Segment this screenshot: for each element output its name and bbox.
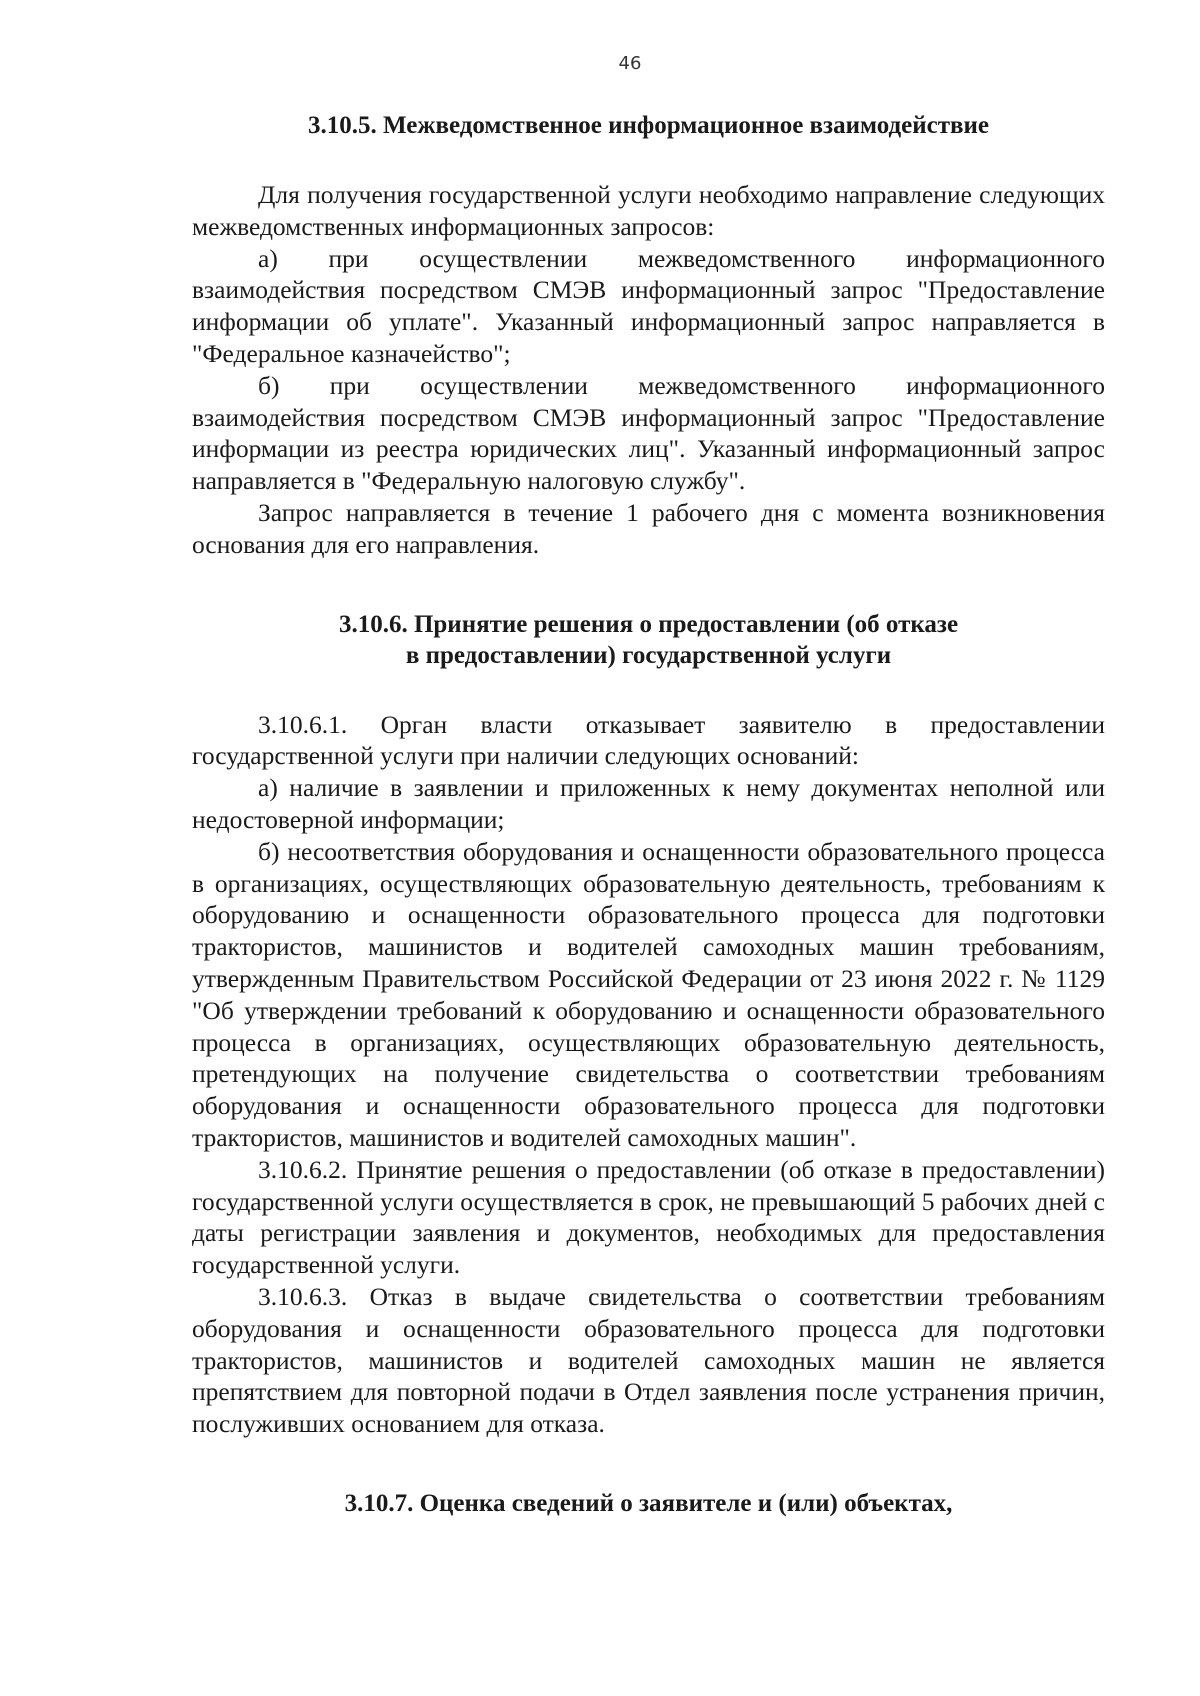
- paragraph: 3.10.6.1. Орган власти отказывает заявителю в предоставлении государственной услуги при наличии следующих оснований:: [192, 709, 1105, 771]
- section-heading-3-10-6: [192, 609, 1105, 671]
- page-number: 46: [618, 53, 642, 74]
- section-heading-3-10-7: 3.10.7. Оценка сведений о заявителе и (или) объектах,: [344, 1489, 953, 1517]
- paragraph: б) при осуществлении межведомственного информационного взаимодействия посредством СМЭВ информационный запрос "Предоставление информации из реестра юридических лиц". Указанный информационный запрос направляется в "Федеральную налоговую службу".: [192, 370, 1105, 496]
- paragraph: а) при осуществлении межведомственного информационного взаимодействия посредством СМЭВ информационный запрос "Предоставление информации об уплате". Указанный информационный запрос направляется в "Федеральное казначейство";: [192, 243, 1105, 368]
- section-heading-line: в предоставлении) государственной услуги: [405, 641, 892, 669]
- section-heading-line: 3.10.6. Принятие решения о предоставлении (об отказе: [338, 610, 959, 638]
- paragraph: 3.10.6.3. Отказ в выдаче свидетельства о соответствии требованиям оборудования и оснащенности образовательного процесса для подготовки трактористов, машинистов и водителей самоходных машин не является препятствием для повторной подачи в Отдел заявления после устранения причин, послуживших основанием для отказа.: [192, 1281, 1105, 1439]
- paragraph: б) несоответствия оборудования и оснащенности образовательного процесса в организациях, осуществляющих образовательную деятельность, требованиям к оборудованию и оснащенности образовательного процесса для подготовки трактористов, машинистов и водителей самоходных машин требованиям, утвержденным Правительством Российской Федерации от 23 июня 2022 г. № 1129 "Об утверждении требований к оборудованию и оснащенности образовательного процесса в организациях, осуществляющих образовательную деятельность, претендующих на получение свидетельства о соответствии требованиям оборудования и оснащенности образовательного процесса для подготовки трактористов, машинистов и водителей самоходных машин".: [192, 836, 1105, 1152]
- document-body: [192, 110, 1105, 1519]
- section-heading-3-10-5: 3.10.5. Межведомственное информационное взаимодействие: [308, 112, 989, 139]
- paragraph: Для получения государственной услуги необходимо направление следующих межведомственных информационных запросов:: [192, 180, 1105, 241]
- paragraph: 3.10.6.2. Принятие решения о предоставлении (об отказе в предоставлении) государственной услуги осуществляется в срок, не превышающий 5 рабочих дней с даты регистрации заявления и документов, необходимых для предоставления государственной услуги.: [192, 1154, 1105, 1280]
- paragraph: Запрос направляется в течение 1 рабочего дня с момента возникновения основания для его направления.: [192, 497, 1105, 559]
- paragraph: а) наличие в заявлении и приложенных к нему документах неполной или недостоверной информации;: [192, 773, 1105, 834]
